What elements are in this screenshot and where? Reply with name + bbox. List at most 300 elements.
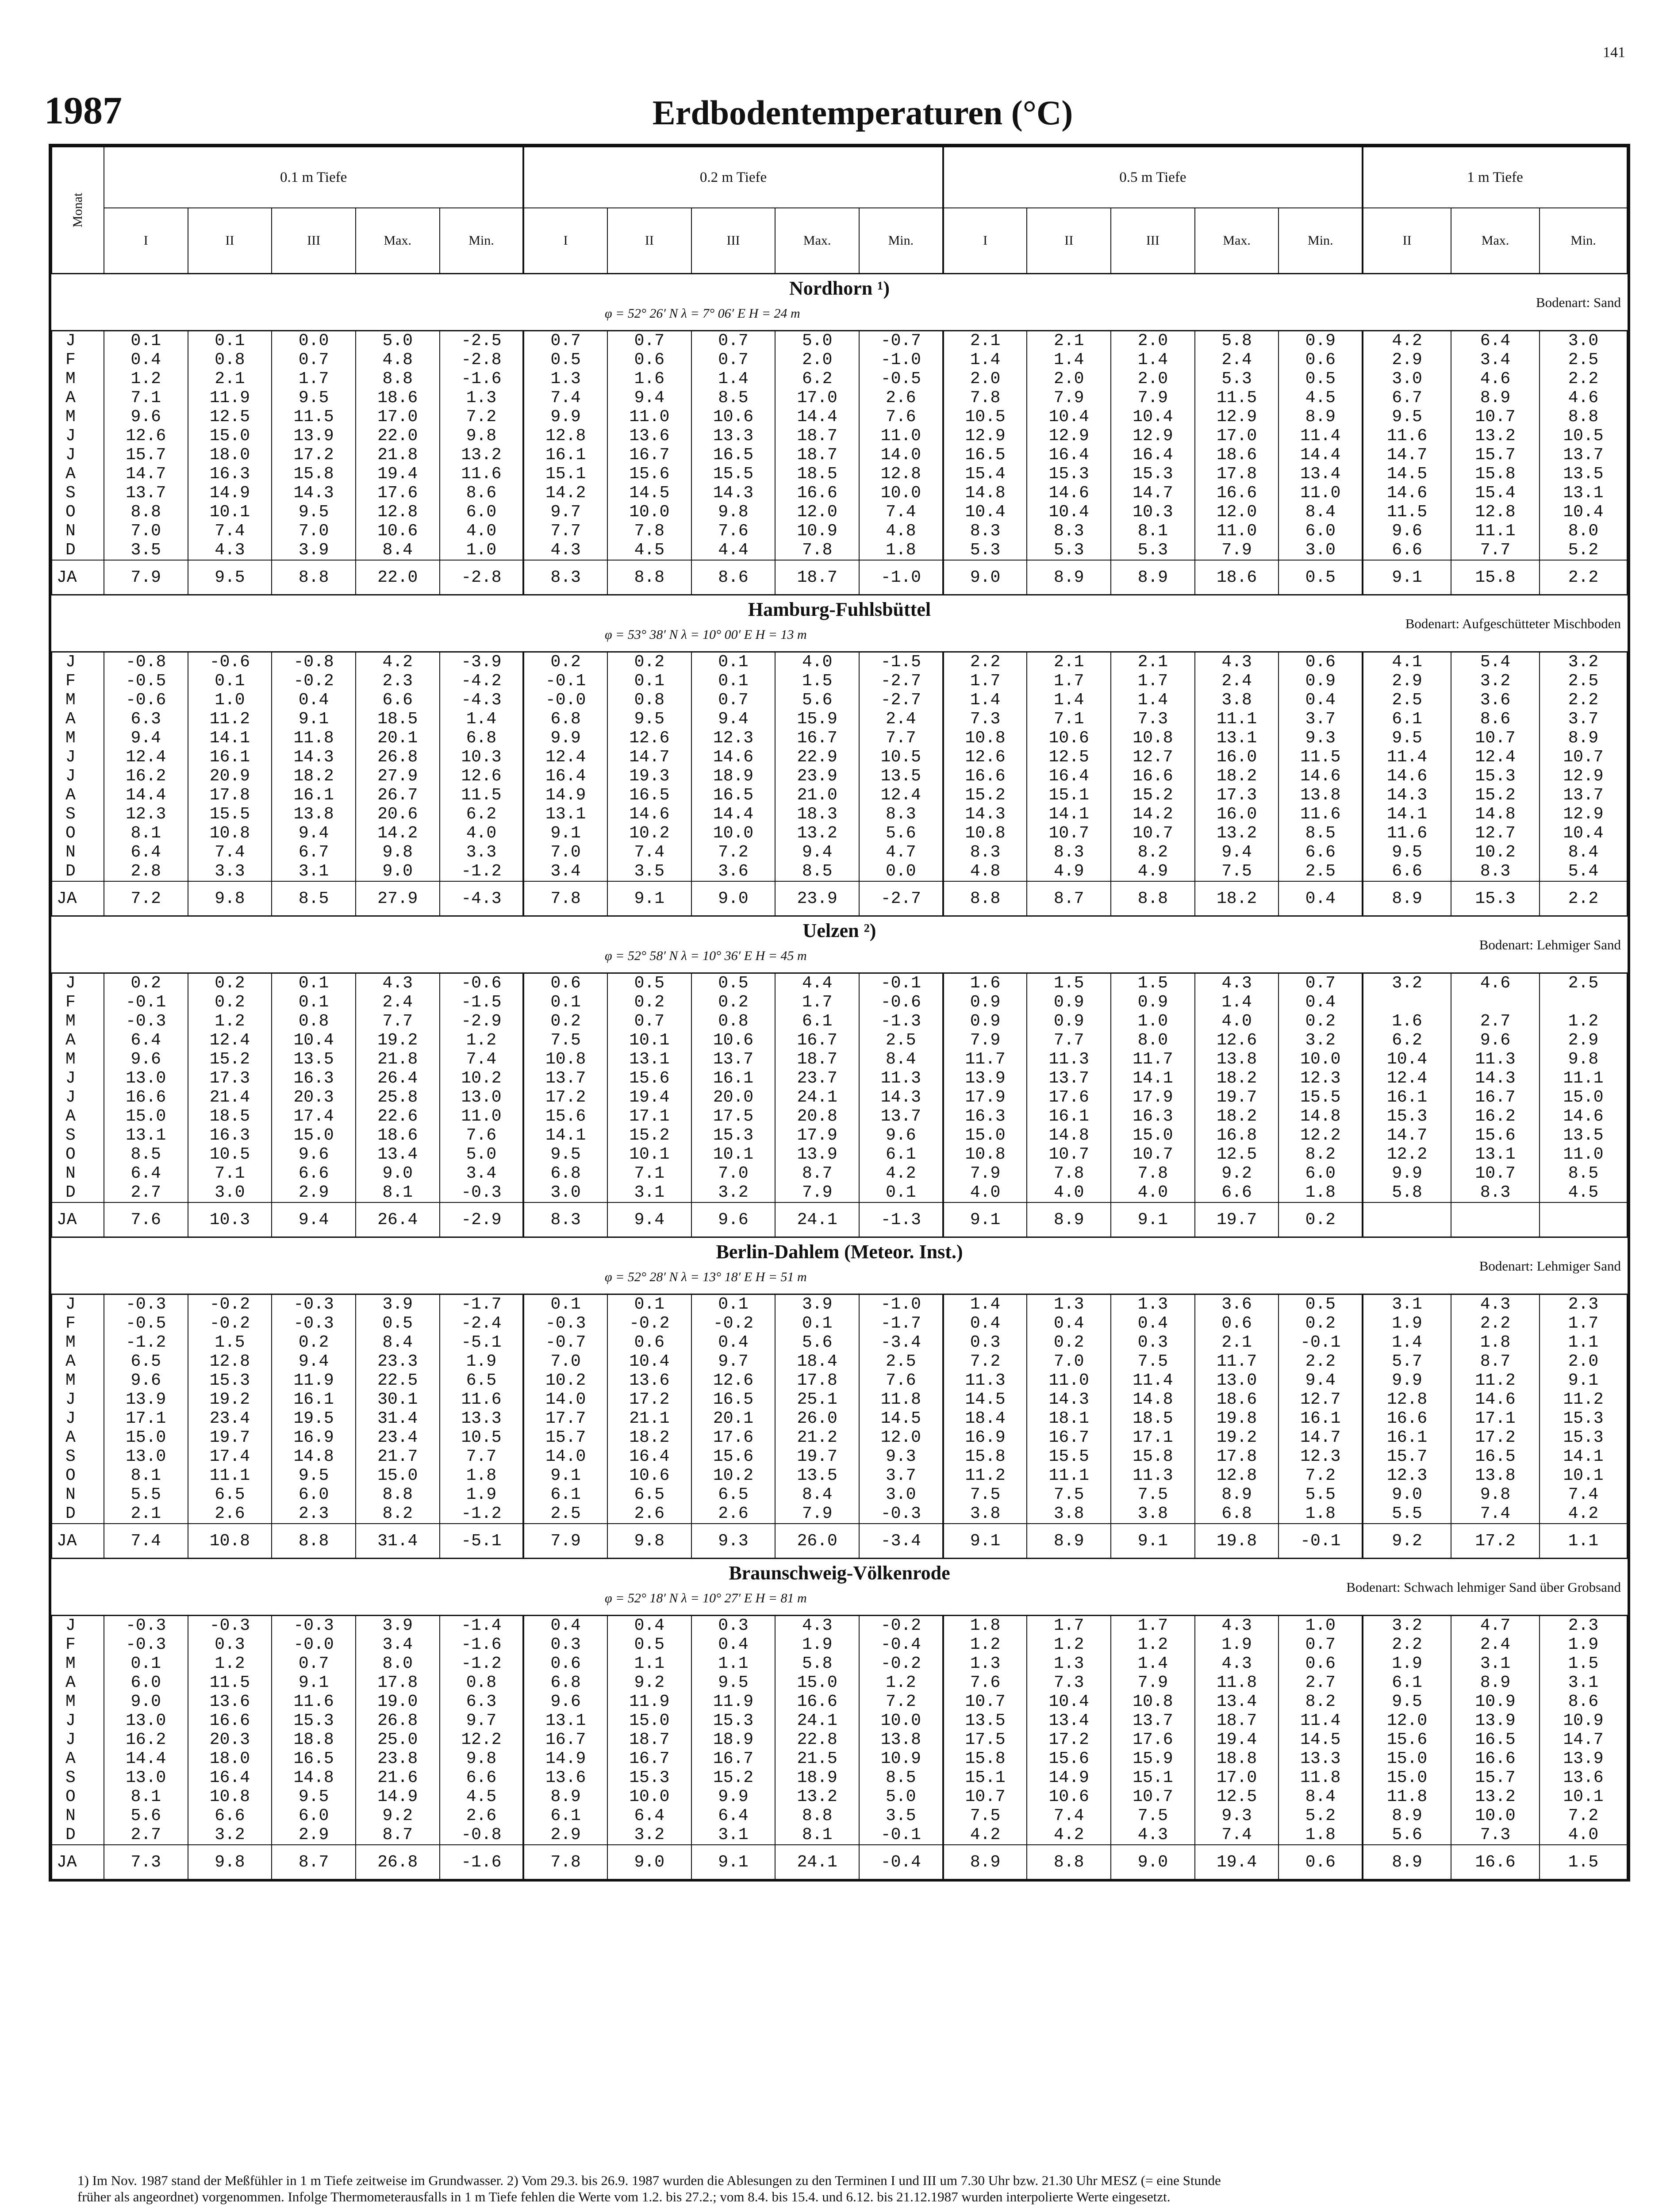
temperature-value: 8.3	[886, 805, 916, 824]
temperature-value: 10.8	[209, 1787, 250, 1806]
temperature-value: 23.4	[209, 1409, 250, 1428]
temperature-value: 8.3	[1054, 522, 1084, 541]
annual-value: 9.1	[691, 1845, 776, 1879]
temperature-value: 0.9	[1137, 993, 1168, 1012]
temperature-value: 0.4	[1305, 691, 1336, 710]
temperature-value: 13.5	[965, 1711, 1006, 1730]
temperature-value: 18.6	[377, 388, 418, 407]
temperature-value: 6.6	[382, 691, 413, 710]
temperature-value: 16.9	[293, 1428, 334, 1447]
annual-row	[52, 1524, 1627, 1559]
temperature-value: 11.3	[1475, 1050, 1516, 1069]
month-label: J	[65, 974, 76, 993]
temperature-value: 2.8	[131, 862, 161, 881]
temperature-value: 11.0	[880, 426, 921, 445]
temperature-value: 7.0	[550, 843, 581, 862]
temperature-value: 17.1	[1133, 1428, 1173, 1447]
temperature-value: 6.4	[131, 1031, 161, 1050]
temperature-value: 1.3	[466, 388, 497, 407]
temperature-value: 2.1	[1054, 331, 1084, 350]
temperature-value: 8.8	[1568, 407, 1599, 426]
temperature-value: 1.0	[215, 691, 245, 710]
value-column-cell	[607, 1730, 691, 1845]
temperature-value: 12.8	[545, 426, 586, 445]
annual-value: 9.1	[607, 881, 691, 916]
month-label: A	[65, 710, 76, 729]
value-column-cell	[523, 1409, 607, 1524]
annual-value: 9.4	[607, 1202, 691, 1237]
temperature-value: 15.3	[1048, 465, 1089, 484]
temperature-value: 7.2	[886, 1692, 916, 1711]
temperature-value: 15.0	[209, 426, 250, 445]
value-column-cell	[943, 1409, 1027, 1524]
temperature-value: 0.8	[634, 691, 665, 710]
temperature-value: 13.1	[1475, 1145, 1516, 1164]
column-header: Max.	[1195, 208, 1279, 274]
temperature-value: 9.8	[382, 843, 413, 862]
temperature-value: 14.3	[965, 805, 1006, 824]
temperature-value: 2.2	[1305, 1352, 1336, 1371]
temperature-value: 11.9	[629, 1692, 670, 1711]
temperature-value: 2.5	[1568, 672, 1599, 691]
temperature-value: 9.3	[1305, 729, 1336, 748]
temperature-value: 20.1	[713, 1409, 754, 1428]
temperature-value: 4.0	[970, 1183, 1001, 1202]
temperature-value: 11.6	[461, 465, 502, 484]
temperature-value: 21.8	[377, 445, 418, 465]
month-label: F	[65, 350, 76, 369]
temperature-value: 12.3	[1300, 1447, 1341, 1466]
temperature-value: 14.9	[1048, 1768, 1089, 1787]
temperature-value: 3.9	[382, 1295, 413, 1314]
temperature-value: 4.8	[382, 350, 413, 369]
value-column-cell	[1195, 1409, 1279, 1524]
annual-value: 8.9	[943, 1845, 1027, 1879]
temperature-value: 17.6	[377, 484, 418, 503]
month-block-row	[52, 331, 1627, 446]
temperature-value: 1.3	[970, 1654, 1001, 1673]
temperature-value: 2.2	[1568, 691, 1599, 710]
temperature-value: 18.7	[797, 1050, 837, 1069]
annual-value: 8.3	[523, 560, 607, 595]
temperature-value: -0.8	[293, 653, 334, 672]
temperature-value: 9.2	[634, 1673, 665, 1692]
temperature-value: 5.3	[1221, 369, 1252, 388]
value-column-cell	[188, 1616, 272, 1731]
temperature-value: 17.2	[293, 445, 334, 465]
annual-value: 9.0	[607, 1845, 691, 1879]
temperature-value: 8.8	[131, 503, 161, 522]
temperature-value: 13.4	[1300, 465, 1341, 484]
temperature-value: 10.4	[1563, 824, 1604, 843]
month-block-row	[52, 767, 1627, 881]
temperature-value: 3.2	[1392, 1616, 1422, 1635]
annual-value: 9.4	[272, 1202, 356, 1237]
value-column-cell	[775, 1616, 859, 1731]
temperature-value: 18.2	[629, 1428, 670, 1447]
temperature-value: 12.6	[713, 1371, 754, 1390]
column-header: III	[691, 208, 776, 274]
temperature-value: 4.1	[1392, 653, 1422, 672]
temperature-value: 12.2	[461, 1730, 502, 1749]
station-header	[52, 916, 1627, 973]
temperature-value: 4.0	[802, 653, 833, 672]
temperature-value: 12.9	[1133, 426, 1173, 445]
temperature-value: 17.6	[1048, 1088, 1089, 1107]
temperature-value: 19.4	[1216, 1730, 1257, 1749]
annual-value: 19.8	[1195, 1524, 1279, 1559]
temperature-value: 0.6	[1305, 350, 1336, 369]
temperature-value: 10.1	[629, 1031, 670, 1050]
value-column-cell	[607, 1088, 691, 1202]
temperature-value: 0.5	[634, 974, 665, 993]
value-column-cell	[440, 1294, 524, 1409]
temperature-value: 0.9	[970, 1012, 1001, 1031]
month-label: J	[65, 445, 76, 465]
station-header	[52, 1559, 1627, 1616]
temperature-value: 9.0	[1392, 1485, 1422, 1504]
temperature-value: 15.6	[1475, 1126, 1516, 1145]
value-column-cell	[1195, 445, 1279, 560]
value-column-cell	[272, 973, 356, 1088]
column-header: Min.	[1279, 208, 1363, 274]
month-block-row	[52, 1616, 1627, 1731]
temperature-value: 26.0	[797, 1409, 837, 1428]
temperature-value: 12.7	[1475, 824, 1516, 843]
temperature-value: 27.9	[377, 767, 418, 786]
annual-value: 27.9	[356, 881, 440, 916]
temperature-value: 19.4	[377, 465, 418, 484]
month-labels	[52, 1616, 104, 1731]
temperature-value: 15.2	[1475, 786, 1516, 805]
temperature-value: 3.9	[298, 541, 329, 560]
temperature-value: 10.7	[1048, 1145, 1089, 1164]
temperature-value: 3.5	[634, 862, 665, 881]
temperature-value: 6.1	[550, 1806, 581, 1825]
value-column-cell	[440, 973, 524, 1088]
annual-value: 9.3	[691, 1524, 776, 1559]
temperature-value: 20.3	[209, 1730, 250, 1749]
temperature-value: 1.4	[970, 350, 1001, 369]
temperature-value: 3.6	[718, 862, 749, 881]
temperature-value: 26.8	[377, 1711, 418, 1730]
temperature-value: 3.2	[1392, 974, 1422, 993]
temperature-value: 18.9	[713, 1730, 754, 1749]
annual-value: 2.2	[1540, 881, 1627, 916]
temperature-value: 10.5	[965, 407, 1006, 426]
value-column-cell	[523, 973, 607, 1088]
temperature-value: 7.9	[970, 1031, 1001, 1050]
temperature-value: 14.7	[1386, 1126, 1428, 1145]
temperature-value: 8.3	[970, 843, 1001, 862]
annual-value: 7.8	[523, 1845, 607, 1879]
temperature-value: 19.4	[629, 1088, 670, 1107]
temperature-value: 11.6	[1386, 426, 1428, 445]
temperature-value: 17.2	[545, 1088, 586, 1107]
month-labels	[52, 1294, 104, 1409]
temperature-value: 10.8	[1133, 1692, 1173, 1711]
temperature-value: 6.6	[1305, 843, 1336, 862]
temperature-value: 14.3	[293, 484, 334, 503]
temperature-value: 10.7	[965, 1787, 1006, 1806]
temperature-value: 16.3	[1133, 1107, 1173, 1126]
temperature-value: 1.9	[802, 1635, 833, 1654]
temperature-value: 23.3	[377, 1352, 418, 1371]
temperature-value: 2.5	[1568, 974, 1599, 993]
temperature-value: 3.7	[1305, 710, 1336, 729]
annual-value: 19.4	[1195, 1845, 1279, 1879]
temperature-value: 15.0	[1133, 1126, 1173, 1145]
month-label: A	[65, 465, 76, 484]
annual-value	[1363, 1202, 1451, 1237]
temperature-value: 13.7	[713, 1050, 754, 1069]
temperature-value: 14.6	[1300, 767, 1341, 786]
temperature-value: 7.4	[886, 503, 916, 522]
temperature-value: 7.1	[634, 1164, 665, 1183]
annual-value: 9.8	[607, 1524, 691, 1559]
temperature-value: 18.6	[377, 1126, 418, 1145]
value-column-cell	[1451, 1294, 1540, 1409]
temperature-value: 10.0	[1300, 1050, 1341, 1069]
value-column-cell	[104, 1409, 188, 1524]
temperature-value: 9.8	[1568, 1050, 1599, 1069]
temperature-value: 6.5	[466, 1371, 497, 1390]
value-column-cell	[943, 973, 1027, 1088]
month-label: N	[65, 522, 76, 541]
value-column-cell	[1195, 1088, 1279, 1202]
temperature-value: 1.3	[1054, 1295, 1084, 1314]
temperature-value: 1.4	[1392, 1333, 1422, 1352]
temperature-value: 8.2	[382, 1504, 413, 1523]
temperature-value: 10.4	[1048, 503, 1089, 522]
temperature-value: 14.1	[545, 1126, 586, 1145]
temperature-value: 9.4	[718, 710, 749, 729]
temperature-value: 0.7	[718, 331, 749, 350]
temperature-value: -1.2	[461, 1654, 502, 1673]
temperature-value: 17.7	[545, 1409, 586, 1428]
temperature-value: 15.0	[629, 1711, 670, 1730]
temperature-value: 0.2	[1305, 1012, 1336, 1031]
value-column-cell	[1540, 1294, 1627, 1409]
temperature-value: 8.9	[1480, 1673, 1511, 1692]
temperature-value: 11.2	[1475, 1371, 1516, 1390]
temperature-value: 6.4	[1480, 331, 1511, 350]
temperature-value: 12.9	[1048, 426, 1089, 445]
value-column-cell	[1027, 445, 1111, 560]
value-column-cell	[523, 652, 607, 767]
temperature-value: 17.1	[1475, 1409, 1516, 1428]
temperature-value: 12.6	[965, 748, 1006, 767]
value-column-cell	[356, 973, 440, 1088]
temperature-value: 10.5	[461, 1428, 502, 1447]
temperature-value: 13.2	[1475, 1787, 1516, 1806]
temperature-value: 14.3	[293, 748, 334, 767]
temperature-value: 18.9	[797, 1768, 837, 1787]
annual-value: 8.8	[1027, 1845, 1111, 1879]
temperature-value: 8.2	[1305, 1692, 1336, 1711]
value-column-cell	[859, 652, 943, 767]
temperature-value: -0.3	[293, 1314, 334, 1333]
annual-value: -5.1	[440, 1524, 524, 1559]
temperature-value: 15.7	[1475, 1768, 1516, 1787]
temperature-value: 11.5	[209, 1673, 250, 1692]
value-column-cell	[1027, 973, 1111, 1088]
month-label: D	[65, 1183, 76, 1202]
temperature-value: 5.8	[1392, 1183, 1422, 1202]
temperature-value: 14.8	[1133, 1390, 1173, 1409]
temperature-value: 8.4	[382, 1333, 413, 1352]
temperature-value: 0.4	[718, 1333, 749, 1352]
annual-value: 7.9	[523, 1524, 607, 1559]
temperature-value: 23.4	[377, 1428, 418, 1447]
temperature-value: 3.2	[634, 1825, 665, 1844]
temperature-value: 2.5	[886, 1352, 916, 1371]
month-label: A	[65, 1107, 76, 1126]
value-column-cell	[691, 652, 776, 767]
annual-value: 8.7	[1027, 881, 1111, 916]
temperature-value: 13.5	[1563, 465, 1604, 484]
temperature-value: 10.1	[209, 503, 250, 522]
temperature-value: 14.8	[1475, 805, 1516, 824]
temperature-value: 1.8	[886, 541, 916, 560]
temperature-value: 14.3	[1386, 786, 1428, 805]
temperature-value: 13.4	[377, 1145, 418, 1164]
temperature-value: 15.1	[545, 465, 586, 484]
temperature-value: 17.3	[1216, 786, 1257, 805]
temperature-value: 6.7	[298, 843, 329, 862]
temperature-value: 7.4	[550, 388, 581, 407]
temperature-value: 0.4	[550, 1616, 581, 1635]
value-column-cell	[440, 1730, 524, 1845]
annual-value: 8.9	[1027, 1202, 1111, 1237]
temperature-value: 16.7	[1048, 1428, 1089, 1447]
month-block-row	[52, 1294, 1627, 1409]
temperature-value: 15.8	[1475, 465, 1516, 484]
temperature-value: 15.6	[1386, 1730, 1428, 1749]
temperature-value: 12.7	[1133, 748, 1173, 767]
month-label: N	[65, 1485, 76, 1504]
temperature-value: 1.4	[1054, 350, 1084, 369]
temperature-value: 9.9	[550, 407, 581, 426]
temperature-value: 9.4	[1221, 843, 1252, 862]
temperature-value: 18.7	[797, 445, 837, 465]
annual-value: -4.3	[440, 881, 524, 916]
temperature-value: 6.5	[634, 1485, 665, 1504]
temperature-value: 1.2	[1054, 1635, 1084, 1654]
column-header: III	[1111, 208, 1195, 274]
temperature-value: 3.5	[131, 541, 161, 560]
temperature-value: 3.0	[550, 1183, 581, 1202]
temperature-value: 14.6	[713, 748, 754, 767]
temperature-value: 1.7	[802, 993, 833, 1012]
temperature-value: 10.4	[293, 1031, 334, 1050]
temperature-value: 9.9	[718, 1787, 749, 1806]
temperature-value: 5.6	[131, 1806, 161, 1825]
annual-value: 8.8	[943, 881, 1027, 916]
station-soil-type: Bodenart: Lehmiger Sand	[1479, 1258, 1621, 1274]
temperature-value: 0.7	[550, 331, 581, 350]
temperature-value: 1.7	[1137, 672, 1168, 691]
temperature-value: 11.1	[1216, 710, 1257, 729]
annual-value: 8.9	[1363, 881, 1451, 916]
temperature-value: 15.0	[797, 1673, 837, 1692]
temperature-value: 17.3	[209, 1069, 250, 1088]
temperature-value: 7.5	[970, 1485, 1001, 1504]
temperature-value: 11.8	[1300, 1768, 1341, 1787]
temperature-value: 2.3	[1568, 1295, 1599, 1314]
temperature-value: 16.7	[713, 1749, 754, 1768]
temperature-value: 1.1	[1568, 1333, 1599, 1352]
temperature-value: -1.6	[461, 1635, 502, 1654]
temperature-value: 2.3	[298, 1504, 329, 1523]
temperature-value: 16.1	[293, 786, 334, 805]
temperature-value: 0.5	[550, 350, 581, 369]
temperature-value: 18.2	[1216, 767, 1257, 786]
temperature-value: 15.2	[629, 1126, 670, 1145]
annual-label: JA	[52, 1845, 104, 1879]
temperature-value: 1.2	[466, 1031, 497, 1050]
temperature-value: 26.7	[377, 786, 418, 805]
temperature-value: -1.2	[461, 862, 502, 881]
temperature-value: 11.0	[1563, 1145, 1604, 1164]
temperature-value: 3.1	[1480, 1654, 1511, 1673]
temperature-value: 0.1	[131, 1654, 161, 1673]
temperature-value: 6.1	[1392, 710, 1422, 729]
month-column-header: Monat	[52, 147, 104, 274]
annual-value: 9.1	[1111, 1524, 1195, 1559]
temperature-value: 16.4	[545, 767, 586, 786]
temperature-value: 4.2	[970, 1825, 1001, 1844]
temperature-value: 12.4	[209, 1031, 250, 1050]
temperature-value: 25.1	[797, 1390, 837, 1409]
station-coordinates: φ = 52° 18′ N λ = 10° 27′ E H = 81 m	[605, 1591, 807, 1605]
temperature-value: 17.8	[377, 1673, 418, 1692]
temperature-value: 0.2	[718, 993, 749, 1012]
temperature-value: 1.9	[466, 1352, 497, 1371]
temperature-value: 15.3	[1386, 1107, 1428, 1126]
temperature-value: 9.4	[634, 388, 665, 407]
temperature-value: -0.2	[293, 672, 334, 691]
temperature-value: 17.8	[209, 786, 250, 805]
temperature-value: 16.6	[797, 1692, 837, 1711]
temperature-value: 0.6	[1305, 653, 1336, 672]
value-column-cell	[440, 331, 524, 446]
temperature-value: 16.2	[126, 1730, 166, 1749]
temperature-value: 19.3	[629, 767, 670, 786]
value-column-cell	[775, 973, 859, 1088]
temperature-value: 2.4	[1480, 1635, 1511, 1654]
temperature-value: 0.6	[550, 974, 581, 993]
temperature-value: 2.6	[215, 1504, 245, 1523]
temperature-value: 13.1	[1216, 729, 1257, 748]
value-column-cell	[943, 767, 1027, 881]
temperature-value: -1.7	[461, 1295, 502, 1314]
temperature-value: 16.4	[1048, 767, 1089, 786]
value-column-cell	[1195, 331, 1279, 446]
annual-value: 8.3	[523, 1202, 607, 1237]
temperature-value: 0.0	[298, 331, 329, 350]
temperature-value: 13.2	[797, 1787, 837, 1806]
value-column-cell	[859, 1088, 943, 1202]
temperature-value: -1.2	[461, 1504, 502, 1523]
temperature-value: 3.9	[802, 1295, 833, 1314]
temperature-value: 9.2	[1221, 1164, 1252, 1183]
temperature-value	[1451, 993, 1539, 1012]
temperature-value: 0.1	[718, 672, 749, 691]
month-label: F	[65, 1314, 76, 1333]
value-column-cell	[1111, 1730, 1195, 1845]
temperature-value: 8.6	[466, 484, 497, 503]
